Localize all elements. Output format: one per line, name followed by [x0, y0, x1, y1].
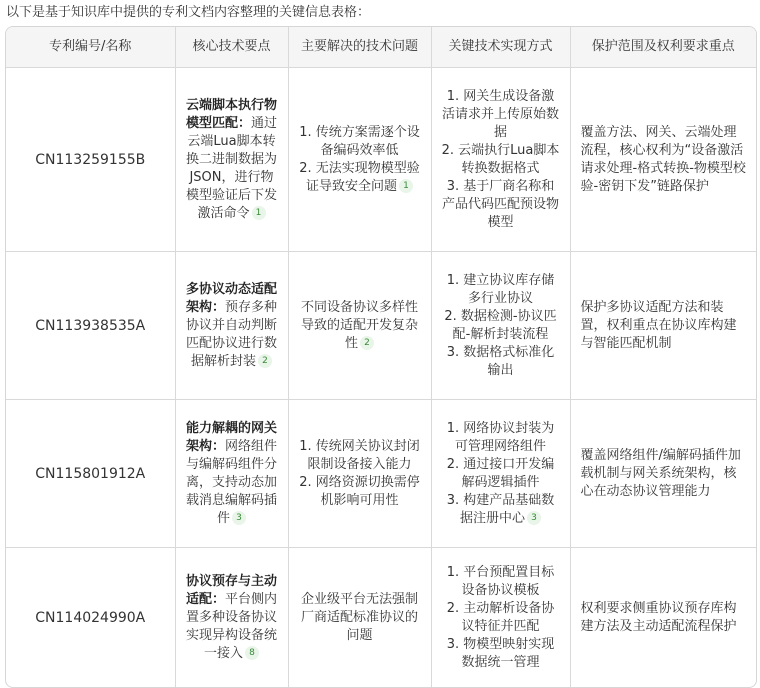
scope-cell — [570, 400, 756, 548]
core-text: 网络组件与编解码组件分离，支持动态加载消息编解码插件 — [185, 438, 278, 526]
impl-text: 1. 建立协议库存储多行业协议 2. 数据检测-协议匹配-解析封装流程 3. 数据格式标准化输出 — [444, 272, 557, 378]
table-row — [6, 400, 756, 548]
core-tech-cell — [175, 400, 288, 548]
core-title: 多协议动态适配架构： — [185, 281, 277, 315]
patent-id: CN115801912A — [6, 400, 175, 548]
patent-id: CN113938535A — [6, 252, 175, 400]
core-tech-cell — [175, 252, 288, 400]
patent-id: CN114024990A — [6, 548, 175, 688]
table-row — [6, 548, 756, 688]
table-row — [6, 252, 756, 400]
core-title: 云端脚本执行物模型匹配： — [185, 97, 277, 131]
problem-text: 1. 传统方案需逐个设备编码效率低 2. 无法实现物模型验证导致安全问题 — [299, 124, 420, 194]
scope-text: 保护多协议适配方法和装置，权利重点在协议库构建与智能匹配机制 — [580, 299, 737, 351]
problem-cell — [288, 252, 431, 400]
scope-cell — [570, 548, 756, 688]
patent-id: CN113259155B — [6, 68, 175, 252]
citation-badge[interactable]: 3 — [527, 511, 541, 525]
table-header-row — [6, 27, 756, 68]
core-title: 协议预存与主动适配： — [185, 573, 277, 607]
core-text: 通过云端Lua脚本转换二进制数据为JSON，进行物模型验证后下发激活命令 — [185, 115, 278, 221]
citation-badge[interactable]: 8 — [245, 646, 259, 660]
citation-badge[interactable]: 2 — [258, 354, 272, 368]
patent-table-container — [5, 26, 757, 688]
header-core: 核心技术要点 — [175, 27, 288, 68]
impl-cell — [431, 548, 570, 688]
scope-cell — [570, 68, 756, 252]
patent-table — [6, 27, 756, 688]
core-title: 能力解耦的网关架构： — [185, 420, 277, 454]
impl-text: 1. 平台预配置目标设备协议模板 2. 主动解析设备协议特征并匹配 3. 物模型映射实现数据统一管理 — [446, 564, 555, 670]
table-row — [6, 68, 756, 252]
header-problem: 主要解决的技术问题 — [288, 27, 431, 68]
citation-badge[interactable]: 3 — [232, 511, 246, 525]
problem-cell — [288, 68, 431, 252]
impl-cell — [431, 252, 570, 400]
problem-cell — [288, 548, 431, 688]
problem-text: 企业级平台无法强制厂商适配标准协议的问题 — [300, 591, 418, 643]
citation-badge[interactable]: 1 — [399, 179, 413, 193]
citation-badge[interactable]: 1 — [252, 206, 266, 220]
core-text: 预存多种协议并自动判断匹配协议进行数据解析封装 — [185, 299, 278, 369]
core-text: 平台侧内置多种设备协议实现异构设备统一接入 — [185, 591, 278, 661]
impl-text: 1. 网络协议封装为可管理网络组件 2. 通过接口开发编解码逻辑插件 3. 构建产品基础数据注册中心 — [446, 420, 555, 526]
header-impl: 关键技术实现方式 — [431, 27, 570, 68]
citation-badge[interactable]: 2 — [360, 336, 374, 350]
scope-text: 权利要求侧重协议预存库构建方法及主动适配流程保护 — [580, 600, 737, 634]
header-scope: 保护范围及权利要求重点 — [570, 27, 756, 68]
impl-cell — [431, 68, 570, 252]
scope-cell — [570, 252, 756, 400]
core-tech-cell — [175, 548, 288, 688]
header-id: 专利编号/名称 — [6, 27, 175, 68]
impl-cell — [431, 400, 570, 548]
problem-text: 1. 传统网关协议封闭限制设备接入能力 2. 网络资源切换需停机影响可用性 — [299, 438, 420, 508]
core-tech-cell — [175, 68, 288, 252]
impl-text: 1. 网关生成设备激活请求并上传原始数据 2. 云端执行Lua脚本转换数据格式 3. 基于厂商名称和产品代码匹配预设物模型 — [441, 88, 560, 230]
intro-text: 以下是基于知识库中提供的专利文档内容整理的关键信息表格： — [6, 5, 371, 20]
scope-text: 覆盖网络组件/编解码插件加载机制与网关系统架构，核心在动态协议管理能力 — [580, 447, 741, 499]
scope-text: 覆盖方法、网关、云端处理流程，核心权利为“设备激活请求处理-格式转换-物模型校验-密钥下发”链路保护 — [580, 124, 746, 194]
problem-text: 不同设备协议多样性导致的适配开发复杂性 — [300, 299, 418, 351]
problem-cell — [288, 400, 431, 548]
